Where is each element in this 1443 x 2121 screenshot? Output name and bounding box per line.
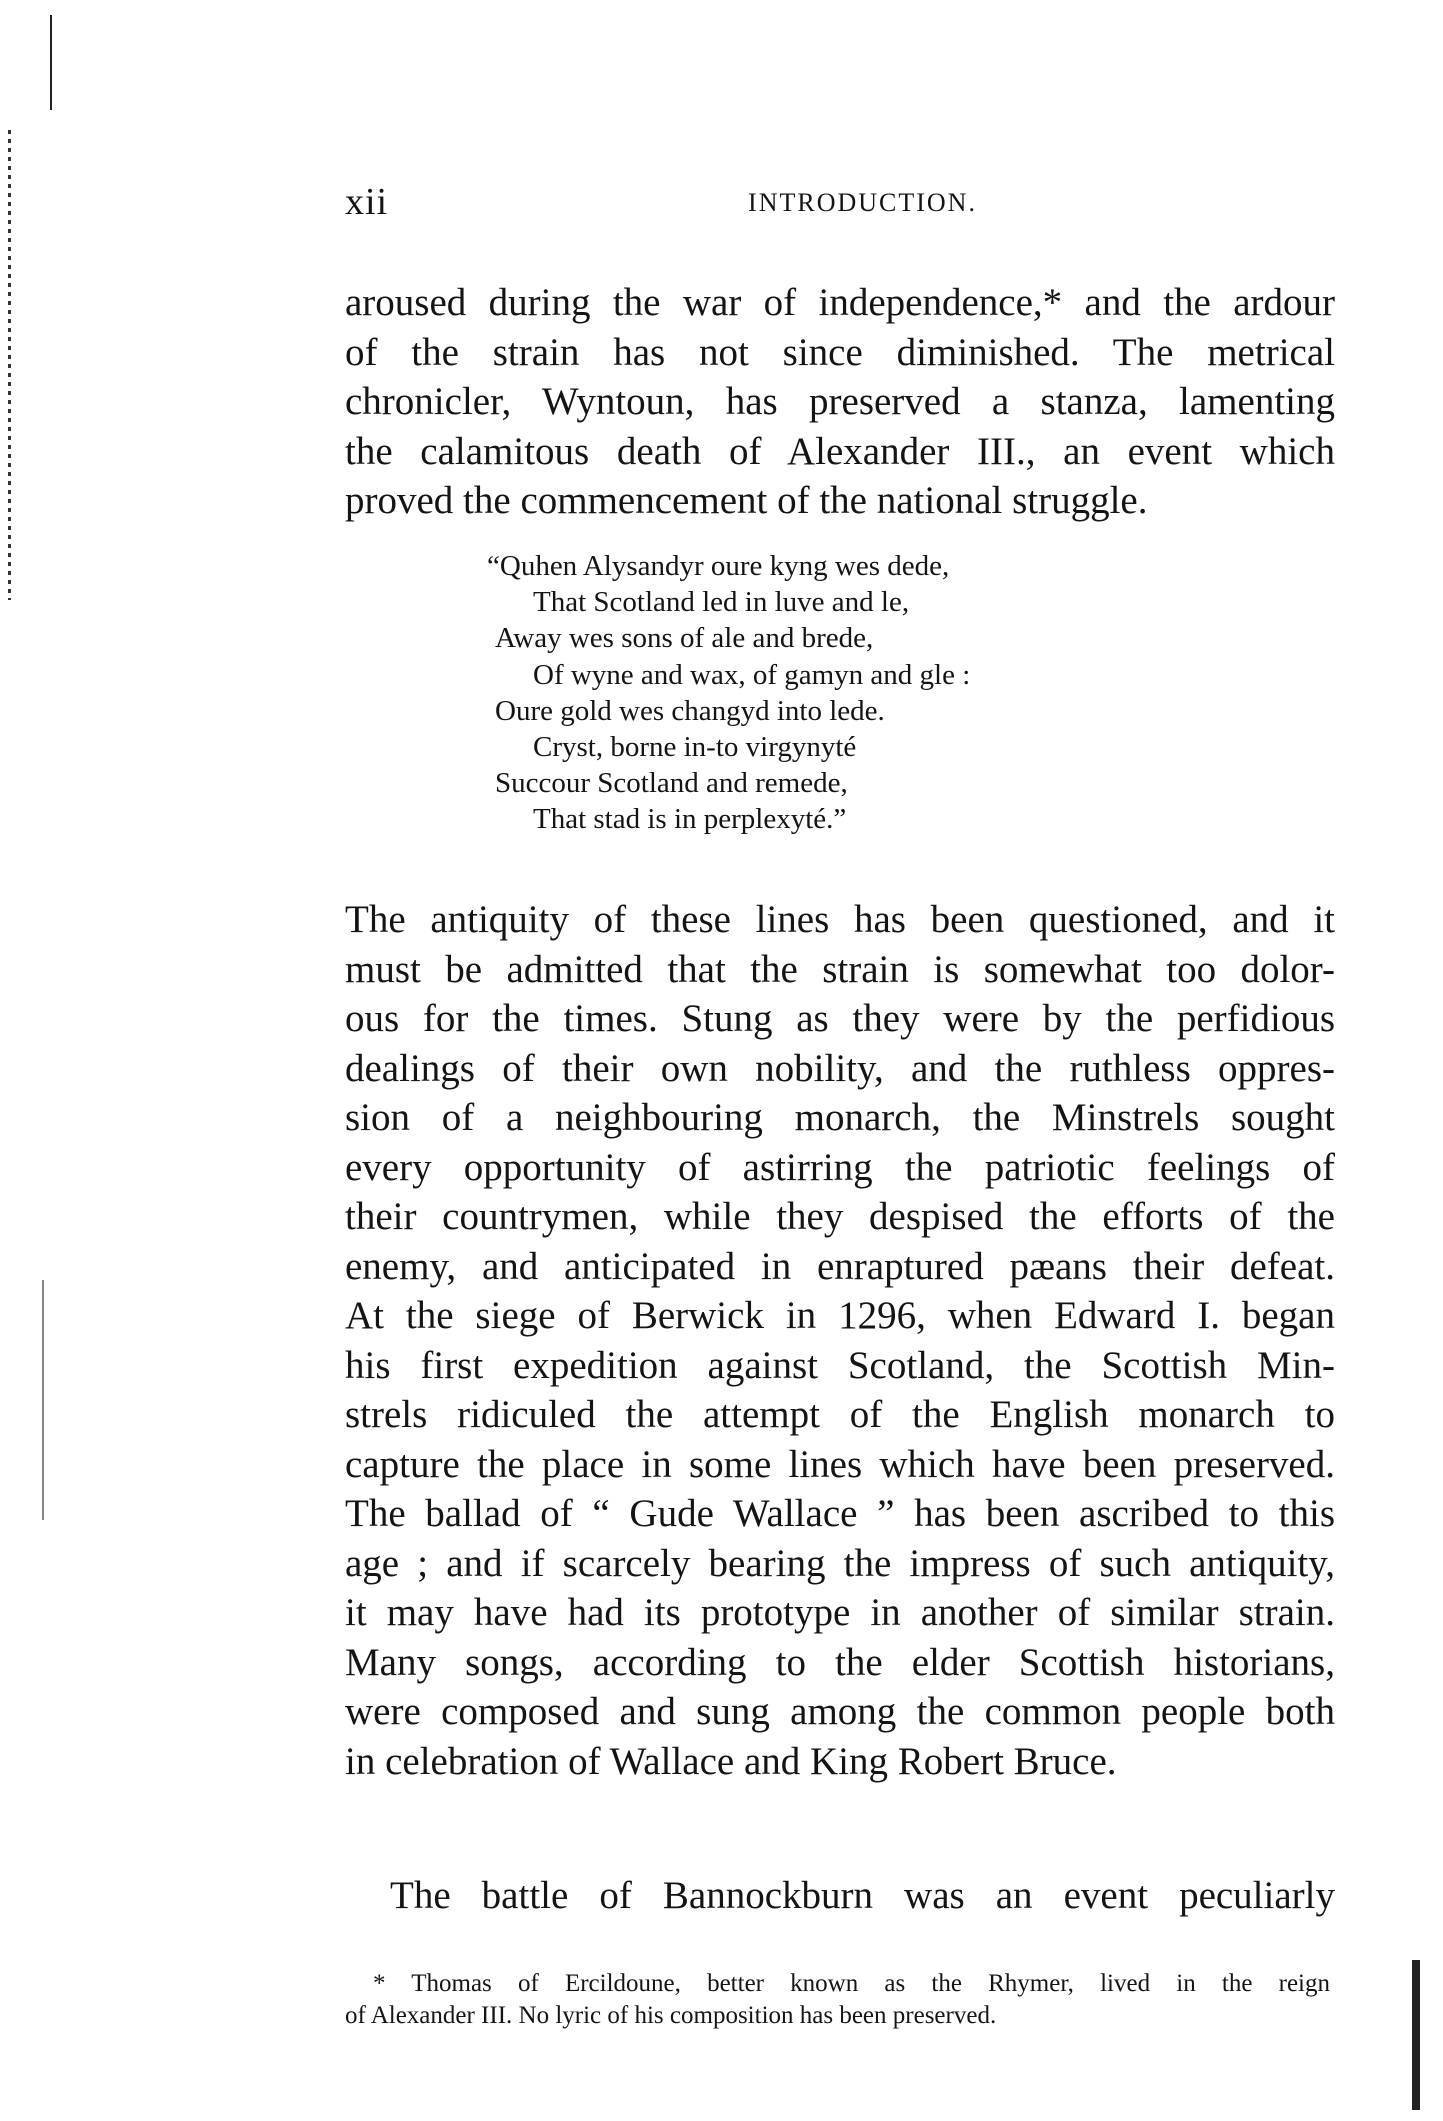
text-line: it may have had its prototype in another of similar strain.: [345, 1591, 1335, 1634]
text-line: age ; and if scarcely bearing the impress of such antiquity,: [345, 1541, 1335, 1585]
footnote: [345, 1968, 1330, 2032]
scan-edge-mark: [8, 130, 11, 600]
paragraph-3: [345, 1871, 1335, 1921]
scan-edge-mark: [42, 1280, 44, 1520]
verse-line: That Scotland led in luve and le,: [533, 586, 910, 619]
text-line: in celebration of Wallace and King Robert Bruce.: [345, 1739, 1117, 1783]
text-line: The battle of Bannockburn was an event peculiarly: [390, 1874, 1335, 1917]
verse-line: “Quhen Alysandyr oure kyng wes dede,: [487, 550, 950, 582]
text-line: Many songs, according to the elder Scottish historians,: [345, 1640, 1335, 1684]
verse-line: Of wyne and wax, of gamyn and gle :: [533, 658, 971, 691]
text-line: At the siege of Berwick in 1296, when Edward I. began: [345, 1294, 1335, 1337]
text-line: proved the commencement of the national struggle.: [345, 479, 1148, 522]
page-number: xii: [345, 181, 389, 223]
text-line: ous for the times. Stung as they were by the perfidious: [345, 997, 1335, 1040]
page-header: [345, 180, 1340, 230]
text-line: enemy, and anticipated in enraptured pæans their defeat.: [345, 1244, 1335, 1288]
scan-edge-mark: [50, 15, 52, 110]
paragraph-1: [345, 278, 1335, 526]
verse-line: Away wes sons of ale and brede,: [495, 622, 874, 655]
text-line: his first expedition against Scotland, the Scottish Min-: [345, 1343, 1335, 1387]
text-line: of the strain has not since diminished. The metrical: [345, 330, 1335, 374]
verse-line: That stad is in perplexyté.”: [533, 803, 847, 836]
text-line: The ballad of “ Gude Wallace ” has been ascribed to this: [345, 1492, 1335, 1535]
verse-quotation: [487, 548, 1135, 838]
text-line: must be admitted that the strain is somewhat too dolor-: [345, 947, 1335, 991]
text-line: strels ridiculed the attempt of the English monarch to: [345, 1393, 1335, 1436]
text-line: chronicler, Wyntoun, has preserved a stanza, lamenting: [345, 380, 1335, 423]
footnote-line: * Thomas of Ercildoune, better known as the Rhymer, lived in the reign: [373, 1970, 1330, 1997]
verse-line: Oure gold wes changyd into lede.: [495, 694, 885, 727]
footnote-line: of Alexander III. No lyric of his composition has been preserved.: [345, 2002, 997, 2029]
text-line: were composed and sung among the common people both: [345, 1690, 1335, 1733]
paragraph-2: [345, 895, 1335, 1786]
text-line: the calamitous death of Alexander III., an event which: [345, 429, 1335, 473]
verse-line: Succour Scotland and remede,: [495, 767, 848, 800]
text-line: aroused during the war of independence,* and the ardour: [345, 281, 1335, 324]
scan-edge-mark: [1412, 1960, 1420, 2110]
text-line: The antiquity of these lines has been questioned, and it: [345, 898, 1335, 941]
running-head: INTRODUCTION.: [748, 188, 977, 217]
text-line: dealings of their own nobility, and the ruthless oppres-: [345, 1046, 1335, 1090]
text-line: capture the place in some lines which have been preserved.: [345, 1442, 1335, 1486]
text-line: sion of a neighbouring monarch, the Minstrels sought: [345, 1096, 1335, 1139]
text-line: every opportunity of astirring the patriotic feelings of: [345, 1145, 1335, 1189]
verse-line: Cryst, borne in-to virgynyté: [533, 731, 857, 764]
text-line: their countrymen, while they despised the efforts of the: [345, 1195, 1335, 1238]
